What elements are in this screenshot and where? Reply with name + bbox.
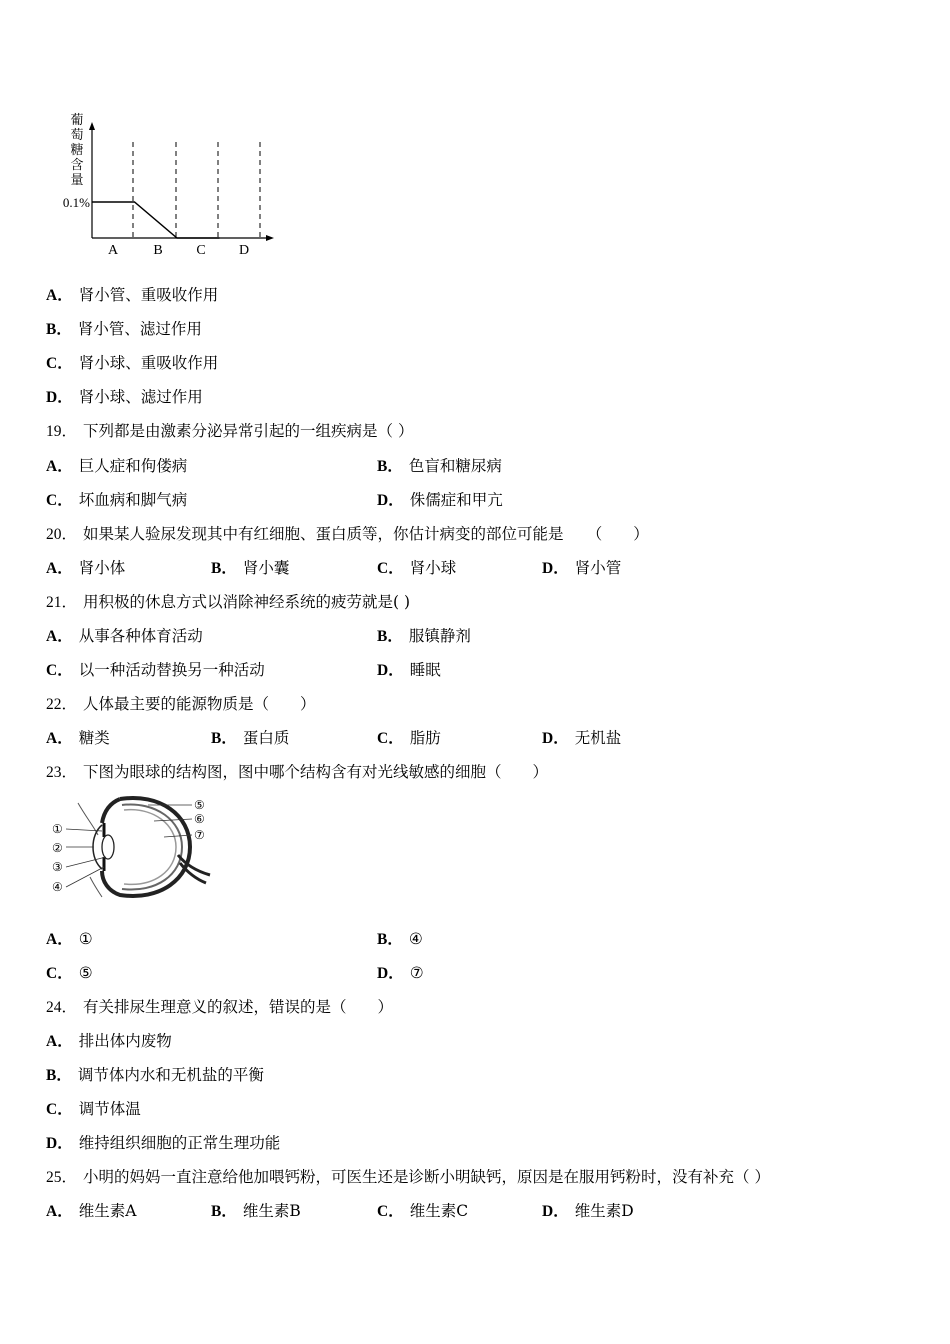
q25-stem bbox=[46, 1167, 770, 1188]
question-number: 25． bbox=[46, 1169, 78, 1186]
option-text: ① bbox=[78, 930, 93, 948]
eye-label-1: ① bbox=[52, 822, 63, 836]
choroid bbox=[122, 804, 182, 889]
q22-option-c[interactable] bbox=[377, 728, 441, 749]
q23-option-d[interactable] bbox=[377, 963, 424, 984]
q22-option-a[interactable] bbox=[46, 728, 110, 749]
q20-option-d[interactable] bbox=[542, 558, 621, 579]
q21-option-b[interactable] bbox=[377, 626, 471, 647]
question-number: 20． bbox=[46, 526, 78, 543]
option-letter: C． bbox=[46, 492, 73, 509]
q20-option-a[interactable] bbox=[46, 558, 125, 579]
option-text: 坏血病和脚气病 bbox=[78, 491, 188, 509]
q24-stem bbox=[46, 997, 393, 1018]
option-letter: B． bbox=[377, 931, 403, 948]
y-axis-label-char: 葡 bbox=[70, 112, 84, 127]
q20-option-c[interactable] bbox=[377, 558, 456, 579]
option-text: 维生素A bbox=[78, 1202, 137, 1220]
option-text: 巨人症和佝偻病 bbox=[78, 457, 188, 475]
question-text: 下图为眼球的结构图，图中哪个结构含有对光线敏感的细胞（ ） bbox=[83, 763, 549, 781]
lens bbox=[102, 835, 114, 859]
q23-stem bbox=[46, 762, 548, 783]
option-letter: A． bbox=[46, 560, 73, 577]
leader-line bbox=[66, 867, 104, 887]
option-text: 肾小体 bbox=[78, 559, 126, 577]
q18-option-c[interactable] bbox=[46, 353, 218, 374]
option-letter: D． bbox=[377, 492, 404, 509]
eye-label-3: ③ bbox=[52, 860, 63, 874]
q21-option-a[interactable] bbox=[46, 626, 203, 647]
q25-option-a[interactable] bbox=[46, 1201, 136, 1222]
retina bbox=[124, 810, 176, 885]
option-letter: B． bbox=[211, 1203, 237, 1220]
q24-option-c[interactable] bbox=[46, 1099, 141, 1120]
q22-stem bbox=[46, 694, 316, 715]
question-text: 下列都是由激素分泌异常引起的一组疾病是（ ） bbox=[83, 422, 414, 440]
option-letter: A． bbox=[46, 1203, 73, 1220]
option-letter: B． bbox=[377, 458, 403, 475]
option-letter: A． bbox=[46, 1033, 73, 1050]
option-text: ⑤ bbox=[78, 964, 93, 982]
q23-option-a[interactable] bbox=[46, 929, 93, 950]
y-tick-label: 0.1% bbox=[62, 195, 90, 210]
q25-option-b[interactable] bbox=[211, 1201, 301, 1222]
glucose-chart bbox=[50, 110, 290, 270]
option-letter: C． bbox=[377, 1203, 404, 1220]
eye-label-4: ④ bbox=[52, 880, 63, 894]
option-letter: B． bbox=[46, 321, 72, 338]
option-text: 肾小管、重吸收作用 bbox=[78, 286, 219, 304]
x-tick-label: B bbox=[153, 243, 163, 258]
question-text: 用积极的休息方式以消除神经系统的疲劳就是( ) bbox=[83, 593, 411, 611]
option-text: 睡眠 bbox=[409, 661, 441, 679]
option-letter: B． bbox=[377, 628, 403, 645]
q21-option-c[interactable] bbox=[46, 660, 265, 681]
option-letter: C． bbox=[46, 1101, 73, 1118]
x-tick-label: C bbox=[196, 243, 206, 258]
q20-stem bbox=[46, 524, 649, 545]
eye-label-6: ⑥ bbox=[194, 812, 205, 826]
y-axis-label-char: 糖 bbox=[70, 142, 84, 157]
option-letter: D． bbox=[46, 1135, 73, 1152]
question-number: 21． bbox=[46, 594, 78, 611]
question-text: 有关排尿生理意义的叙述，错误的是（ ） bbox=[83, 998, 394, 1016]
y-axis-label bbox=[70, 112, 83, 187]
question-number: 24． bbox=[46, 999, 78, 1016]
question-text: 小明的妈妈一直注意给他加喂钙粉，可医生还是诊断小明缺钙，原因是在服用钙粉时，没有补充（ ） bbox=[83, 1168, 770, 1186]
option-letter: C． bbox=[46, 662, 73, 679]
option-text: 调节体温 bbox=[78, 1100, 141, 1118]
y-axis-label-char: 萄 bbox=[70, 127, 84, 142]
q19-option-b[interactable] bbox=[377, 456, 502, 477]
option-letter: D． bbox=[377, 965, 404, 982]
q18-option-d[interactable] bbox=[46, 387, 203, 408]
option-text: 以一种活动替换另一种活动 bbox=[78, 661, 265, 679]
q22-option-b[interactable] bbox=[211, 728, 289, 749]
q24-option-a[interactable] bbox=[46, 1031, 172, 1052]
x-axis-arrow bbox=[266, 235, 274, 241]
option-text: 侏儒症和甲亢 bbox=[409, 491, 503, 509]
lower-eyelid bbox=[90, 877, 102, 897]
option-text: 肾小球、重吸收作用 bbox=[78, 354, 219, 372]
option-text: 无机盐 bbox=[574, 729, 622, 747]
option-letter: B． bbox=[211, 730, 237, 747]
option-letter: C． bbox=[377, 730, 404, 747]
option-letter: B． bbox=[46, 1067, 72, 1084]
q24-option-d[interactable] bbox=[46, 1133, 280, 1154]
q19-option-c[interactable] bbox=[46, 490, 187, 511]
y-axis-arrow bbox=[89, 122, 95, 130]
q20-option-b[interactable] bbox=[211, 558, 289, 579]
question-text: 如果某人验尿发现其中有红细胞、蛋白质等，你估计病变的部位可能是 （ ） bbox=[83, 525, 649, 543]
option-letter: C． bbox=[46, 965, 73, 982]
option-text: 脂肪 bbox=[409, 729, 441, 747]
option-text: 肾小球 bbox=[409, 559, 457, 577]
q19-option-d[interactable] bbox=[377, 490, 503, 511]
q23-option-c[interactable] bbox=[46, 963, 93, 984]
option-text: 肾小球、滤过作用 bbox=[78, 388, 203, 406]
option-text: 维生素D bbox=[574, 1202, 634, 1220]
option-text: 肾小管、滤过作用 bbox=[77, 320, 202, 338]
eye-label-2: ② bbox=[52, 841, 63, 855]
option-letter: C． bbox=[46, 355, 73, 372]
option-letter: A． bbox=[46, 628, 73, 645]
q19-stem bbox=[46, 421, 413, 442]
sclera-top bbox=[102, 799, 120, 823]
q25-option-c[interactable] bbox=[377, 1201, 468, 1222]
leader-line bbox=[66, 857, 106, 867]
y-axis-label-char: 含 bbox=[70, 157, 84, 172]
x-tick-label: A bbox=[107, 243, 119, 258]
option-text: 排出体内废物 bbox=[78, 1032, 172, 1050]
option-text: 维持组织细胞的正常生理功能 bbox=[78, 1134, 281, 1152]
option-text: 肾小囊 bbox=[242, 559, 290, 577]
option-text: 糖类 bbox=[78, 729, 110, 747]
option-text: 从事各种体育活动 bbox=[78, 627, 203, 645]
option-text: 维生素B bbox=[242, 1202, 301, 1220]
option-text: ④ bbox=[408, 930, 423, 948]
q23-option-b[interactable] bbox=[377, 929, 423, 950]
option-text: 维生素C bbox=[409, 1202, 469, 1220]
option-letter: D． bbox=[46, 389, 73, 406]
option-text: ⑦ bbox=[409, 964, 424, 982]
eye-label-5: ⑤ bbox=[194, 798, 205, 812]
y-axis-label-char: 量 bbox=[70, 172, 84, 187]
option-letter: D． bbox=[377, 662, 404, 679]
q18-option-a[interactable] bbox=[46, 285, 218, 306]
option-letter: A． bbox=[46, 458, 73, 475]
option-letter: D． bbox=[542, 1203, 569, 1220]
option-text: 肾小管 bbox=[574, 559, 622, 577]
question-number: 22． bbox=[46, 696, 78, 713]
option-letter: A． bbox=[46, 287, 73, 304]
option-text: 色盲和糖尿病 bbox=[408, 457, 502, 475]
q24-option-b[interactable] bbox=[46, 1065, 264, 1086]
sclera bbox=[102, 798, 190, 896]
question-text: 人体最主要的能源物质是（ ） bbox=[83, 695, 316, 713]
option-letter: B． bbox=[211, 560, 237, 577]
q21-option-d[interactable] bbox=[377, 660, 441, 681]
option-letter: D． bbox=[542, 560, 569, 577]
q18-option-b[interactable] bbox=[46, 319, 202, 340]
eye-label-7: ⑦ bbox=[194, 828, 205, 842]
q21-stem bbox=[46, 592, 410, 613]
x-tick-label: D bbox=[238, 243, 250, 258]
option-letter: D． bbox=[542, 730, 569, 747]
cornea bbox=[93, 825, 102, 869]
eyeball-diagram bbox=[50, 795, 220, 910]
leader-line bbox=[154, 819, 192, 821]
option-letter: C． bbox=[377, 560, 404, 577]
option-text: 调节体内水和无机盐的平衡 bbox=[77, 1066, 264, 1084]
question-number: 19． bbox=[46, 423, 78, 440]
option-text: 服镇静剂 bbox=[408, 627, 471, 645]
q25-option-d[interactable] bbox=[542, 1201, 634, 1222]
q22-option-d[interactable] bbox=[542, 728, 621, 749]
q19-option-a[interactable] bbox=[46, 456, 187, 477]
option-letter: A． bbox=[46, 931, 73, 948]
option-text: 蛋白质 bbox=[242, 729, 290, 747]
option-letter: A． bbox=[46, 730, 73, 747]
question-number: 23． bbox=[46, 764, 78, 781]
glucose-series-line bbox=[92, 202, 220, 238]
